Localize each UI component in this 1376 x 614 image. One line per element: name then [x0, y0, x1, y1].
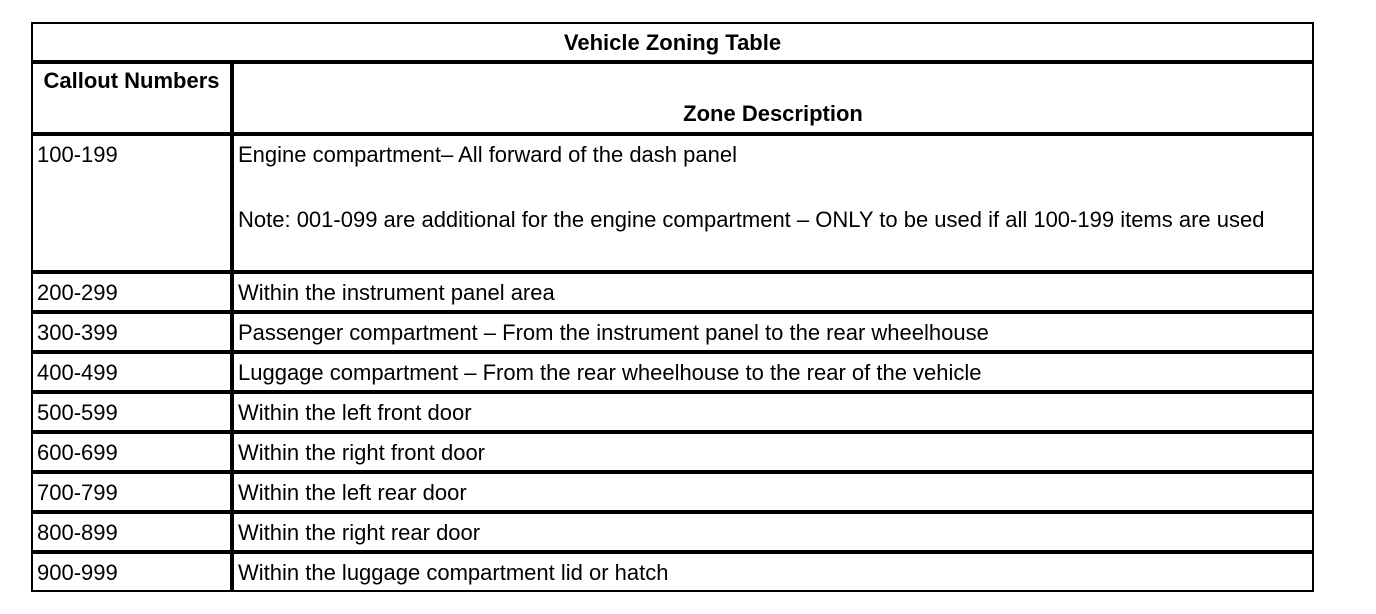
vehicle-zoning-table	[31, 22, 1314, 592]
title-row	[32, 23, 1313, 62]
table-row	[32, 272, 1313, 312]
callout-cell: 400-499	[32, 352, 232, 392]
table-row	[32, 512, 1313, 552]
header-zone-description: Zone Description	[232, 62, 1313, 134]
callout-cell: 100-199	[32, 134, 232, 272]
zone-cell: Within the left rear door	[232, 472, 1313, 512]
table-row	[32, 552, 1313, 591]
table-row	[32, 312, 1313, 352]
callout-cell: 500-599	[32, 392, 232, 432]
zone-cell: Within the right front door	[232, 432, 1313, 472]
zone-description: Engine compartment– All forward of the dash panel	[238, 142, 737, 167]
zone-note: Note: 001-099 are additional for the engine compartment – ONLY to be used if all 100-199 items are used	[238, 207, 1265, 232]
zone-cell: Within the right rear door	[232, 512, 1313, 552]
callout-cell: 300-399	[32, 312, 232, 352]
zone-cell: Luggage compartment – From the rear wheelhouse to the rear of the vehicle	[232, 352, 1313, 392]
table-row	[32, 432, 1313, 472]
header-row	[32, 62, 1313, 134]
callout-cell: 800-899	[32, 512, 232, 552]
table-row	[32, 392, 1313, 432]
table-row	[32, 134, 1313, 272]
table-row	[32, 352, 1313, 392]
zone-cell: Passenger compartment – From the instrument panel to the rear wheelhouse	[232, 312, 1313, 352]
zone-cell: Within the left front door	[232, 392, 1313, 432]
zone-cell: Within the instrument panel area	[232, 272, 1313, 312]
callout-cell: 900-999	[32, 552, 232, 591]
callout-cell: 200-299	[32, 272, 232, 312]
table-row	[32, 472, 1313, 512]
callout-cell: 600-699	[32, 432, 232, 472]
header-callout-numbers: Callout Numbers	[32, 62, 232, 134]
table-title: Vehicle Zoning Table	[32, 23, 1313, 62]
callout-cell: 700-799	[32, 472, 232, 512]
zone-cell: Within the luggage compartment lid or hatch	[232, 552, 1313, 591]
zone-cell	[232, 134, 1313, 272]
